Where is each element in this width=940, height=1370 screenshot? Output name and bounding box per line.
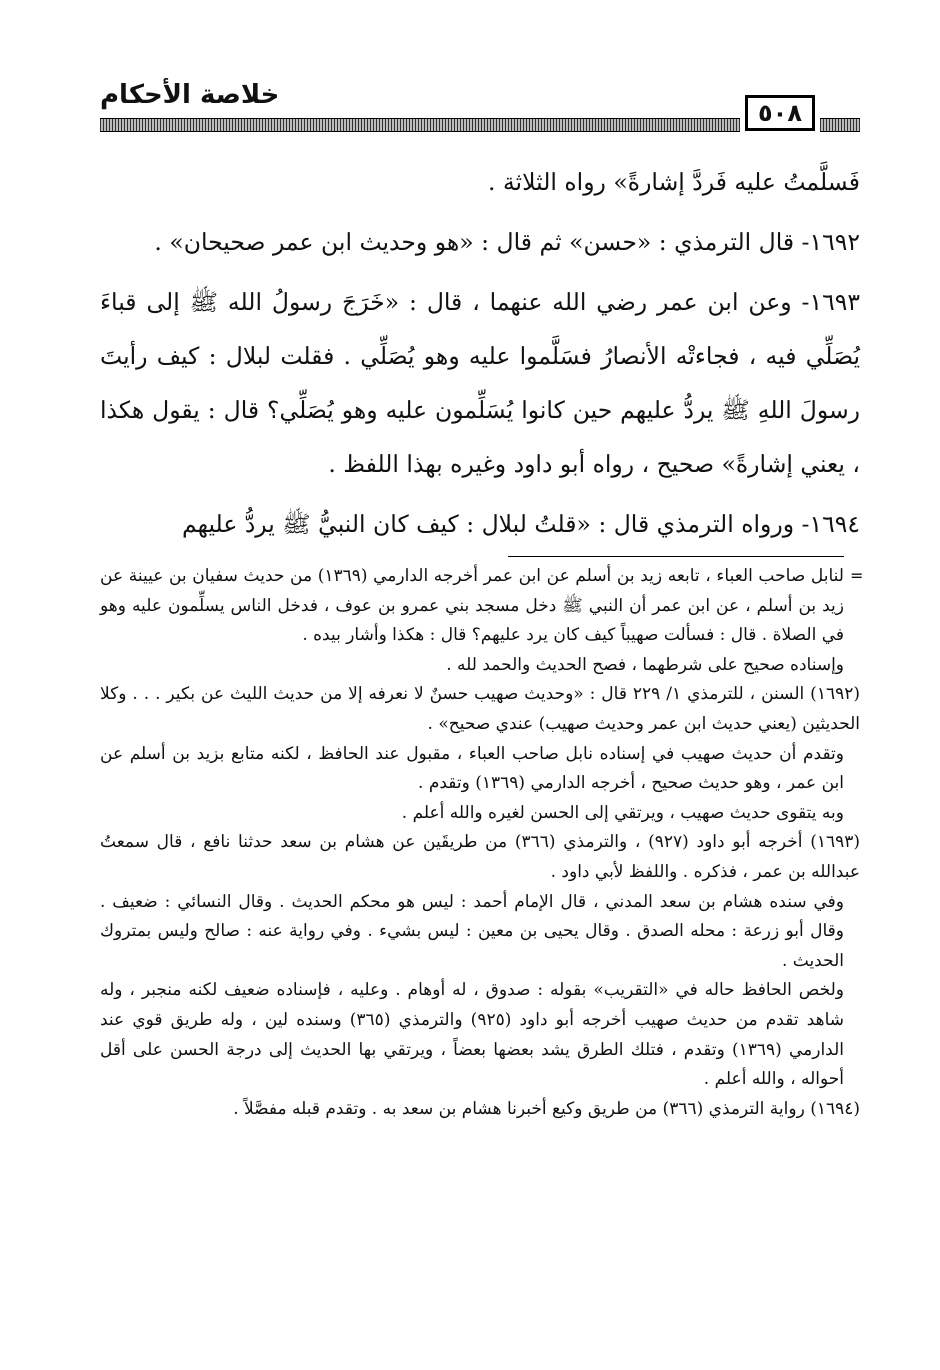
footnote-paragraph: وتقدم أن حديث صهيب في إسناده نابل صاحب العباء ، مقبول عند الحافظ ، لكنه متابع بزيد بن أسلم عن ابن عمر ، وهو حديث صحيح ، أخرجه الدارمي (١٣٦٩) وتقدم .	[100, 743, 844, 794]
main-paragraph: ١٦٩٢- قال الترمذي : «حسن» ثم قال : «هو وحديث ابن عمر صحيحان» .	[154, 228, 860, 256]
main-paragraph: فَسلَّمتُ عليه فَردَّ إشارةً» رواه الثلاثة .	[488, 168, 860, 196]
footnote-separator	[508, 556, 844, 557]
main-paragraph: ١٦٩٣- وعن ابن عمر رضي الله عنهما ، قال : «خَرَجَ رسولُ الله ﷺ إلى قباءَ يُصَلِّي فيه ، فجاءتْه الأنصارُ فسَلَّموا عليه وهو يُصَلِّي . فقلت لبلال : كيف رأيتَ رسولَ اللهِ ﷺ يردُّ عليهم حين كانوا يُسَلِّمون عليه وهو يُصَلِّي؟ قال : يقول هكذا ، يعني إشارةً» صحيح ، رواه أبو داود وغيره بهذا اللفظ .	[100, 288, 860, 478]
running-title: خلاصة الأحكام	[100, 80, 280, 110]
footnote-entry: (١٦٩٤) رواية الترمذي (٣٦٦) من طريق وكيع أخبرنا هشام بن سعد به . وتقدم قبله مفصَّلاً .	[233, 1098, 860, 1119]
footnotes	[100, 562, 860, 1124]
footnote-entry: (١٦٩٣) أخرجه أبو داود (٩٢٧) ، والترمذي (٣٦٦) من طريقَين عن هشام بن سعد حدثنا نافع ، قال سمعتُ عبدالله بن عمر ، فذكره . واللفظ لأبي داود .	[100, 832, 860, 882]
page-number: ٥٠٨	[745, 95, 815, 131]
footnote-continuation-mark: =	[850, 566, 864, 585]
header-rule	[100, 118, 740, 132]
main-paragraph: ١٦٩٤- ورواه الترمذي قال : «قلتُ لبلال : كيف كان النبيُّ ﷺ يردُّ عليهم	[181, 510, 860, 538]
footnote-paragraph: وبه يتقوى حديث صهيب ، ويرتقي إلى الحسن لغيره والله أعلم .	[401, 802, 844, 823]
main-text	[100, 155, 860, 551]
header-rule-right	[820, 118, 860, 132]
footnote-entry: (١٦٩٢) السنن ، للترمذي ١/ ٢٢٩ قال : «وحديث صهيب حسنٌ لا نعرفه إلا من حديث الليث عن بكير . . . وكلا الحديثين (يعني حديث ابن عمر وحديث صهيب) عندي صحيح» .	[100, 684, 860, 734]
footnote-paragraph: وإسناده صحيح على شرطهما ، فصح الحديث والحمد لله .	[446, 654, 844, 675]
footnote-paragraph: ولخص الحافظ حاله في «التقريب» بقوله : صدوق ، له أوهام . وعليه ، فإسناده ضعيف لكنه منجبر ، وله شاهد تقدم من حديث صهيب أخرجه أبو داود (٩٢٥) والترمذي (٣٦٥) وسنده لين ، وله طريق قوي عند الدارمي (١٣٦٩) وتقدم ، فتلك الطرق يشد بعضها بعضاً ، ويرتقي بها الحديث إلى درجة الحسن على أقل أحواله ، والله أعلم .	[100, 980, 845, 1090]
footnote-paragraph: وفي سنده هشام بن سعد المدني ، قال الإمام أحمد : ليس هو محكم الحديث . وقال النسائي : ضعيف . وقال أبو زرعة : محله الصدق . وقال يحيى بن معين : ليس بشيء . وفي رواية عنه : صالح وليس بمتروك الحديث .	[100, 891, 844, 971]
footnote-paragraph: لنابل صاحب العباء ، تابعه زيد بن أسلم عن ابن عمر أخرجه الدارمي (١٣٦٩) من حديث سفيان بن عيينة عن زيد بن أسلم ، عن ابن عمر أن النبي ﷺ دخل مسجد بني عمرو بن عوف ، فدخل الناس يسلِّمون عليه وهو في الصلاة . قال : فسألت صهيباً كيف كان يرد عليهم؟ قال : هكذا وأشار بيده .	[100, 566, 844, 646]
